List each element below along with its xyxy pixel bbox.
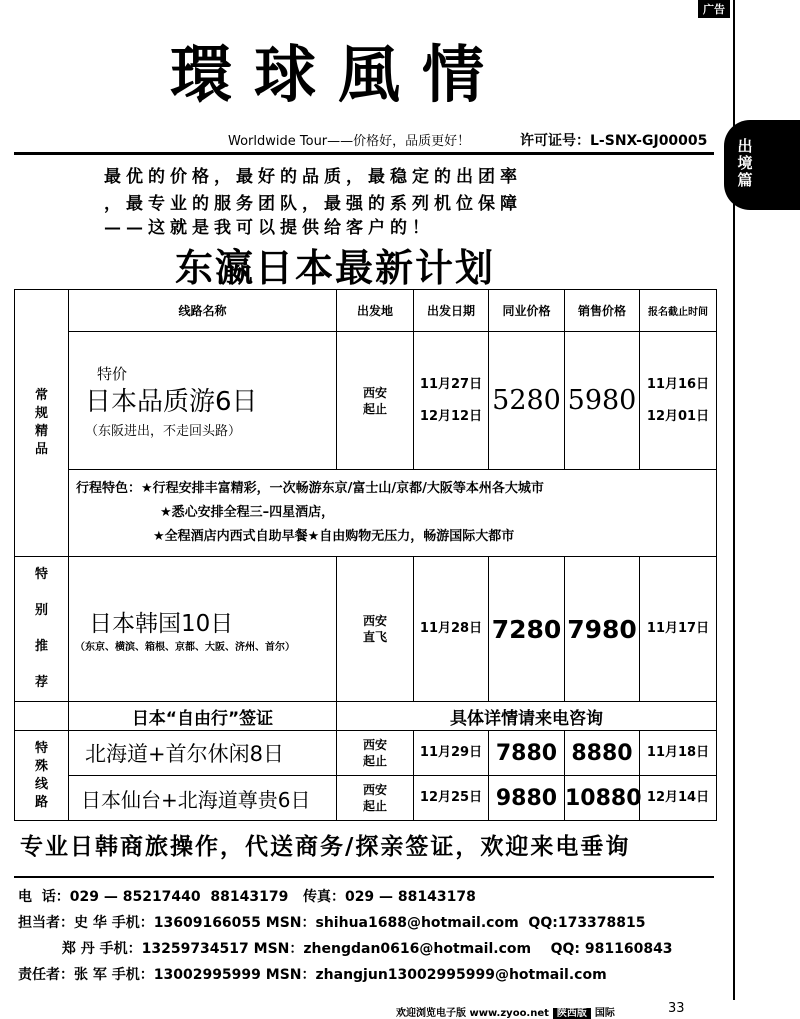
feature-line: ★悉心安排全程三–四星酒店，	[160, 505, 335, 520]
footer-section: 国际	[594, 1008, 615, 1019]
sale-price: 10880	[565, 776, 640, 821]
header-departure: 出发地	[337, 290, 414, 332]
services-line: 专业日韩商旅操作，代送商务/探亲签证，欢迎来电垂询	[20, 834, 631, 860]
departure: 西安 起止	[337, 731, 414, 776]
deadline: 12月14日	[640, 776, 717, 821]
sale-price: 7980	[565, 557, 640, 702]
itinerary-features	[69, 470, 717, 557]
contact-phone: 电 话：029 — 85217440 88143179 传真：029 — 88143178	[18, 889, 476, 905]
trade-price: 7880	[489, 731, 565, 776]
category-special: 特殊线路	[15, 731, 69, 821]
header-deadline: 报名截止时间	[640, 290, 717, 332]
route-name: 日本仙台+北海道尊贵6日	[69, 776, 337, 821]
contact-rule	[14, 876, 714, 878]
slogan-line-2: ，最专业的服务团队，最强的系列机位保障	[104, 194, 522, 214]
footer	[396, 1004, 615, 1019]
tagline: Worldwide Tour——价格好，品质更好！	[228, 134, 471, 149]
sale-price: 8880	[565, 731, 640, 776]
slogan-line-3: ——这就是我可以提供给客户的！	[104, 218, 434, 238]
sale-price: 5980	[565, 332, 640, 470]
route-cell	[69, 332, 337, 470]
tour-table	[14, 289, 717, 821]
feature-line: 行程特色：★行程安排丰富精彩，一次畅游东京/富士山/京都/大阪等本州各大城市	[76, 481, 544, 496]
departure-dates: 11月27日 12月12日	[414, 332, 489, 470]
header-trade-price: 同业价格	[489, 290, 565, 332]
deadline: 11月18日	[640, 731, 717, 776]
trade-price: 7280	[489, 557, 565, 702]
page-number: 33	[668, 1001, 685, 1016]
category-regular: 常规精品	[15, 290, 69, 557]
departure-date: 11月28日	[414, 557, 489, 702]
feature-line: ★全程酒店内西式自助早餐★自由购物无压力，畅游国际大都市	[153, 529, 515, 544]
departure: 西安 直飞	[337, 557, 414, 702]
route-name: 日本韩国10日	[89, 611, 234, 637]
deadline: 11月16日 12月01日	[640, 332, 717, 470]
header-route: 线路名称	[69, 290, 337, 332]
departure-date: 11月29日	[414, 731, 489, 776]
route-name: 北海道+首尔休闲8日	[69, 731, 337, 776]
route-cell	[69, 557, 337, 702]
deadline: 11月17日	[640, 557, 717, 702]
header-sale-price: 销售价格	[565, 290, 640, 332]
category-recommend: 特别推荐	[15, 557, 69, 702]
headline: 东瀛日本最新计划	[175, 246, 496, 290]
special-price-tag: 特价	[97, 364, 128, 383]
brand-logo: 環球風情	[170, 38, 507, 111]
visa-label: 日本“自由行”签证	[69, 702, 337, 731]
header-rule	[14, 152, 714, 155]
ad-label: 广告	[698, 0, 730, 18]
departure: 西安 起止	[337, 332, 414, 470]
contact-person: 担当者：史 华 手机：13609166055 MSN：shihua1688@hotmail.com QQ:173378815	[18, 915, 646, 931]
departure: 西安 起止	[337, 776, 414, 821]
trade-price: 9880	[489, 776, 565, 821]
route-name: 日本品质游6日	[85, 386, 258, 417]
footer-welcome: 欢迎浏览电子版 www.zyoo.net	[396, 1008, 549, 1019]
footer-publication: 陕西版	[553, 1008, 591, 1019]
trade-price: 5280	[489, 332, 565, 470]
contact-responsible: 责任者：张 军 手机：13002995999 MSN：zhangjun13002995999@hotmail.com	[18, 967, 607, 983]
route-note: （东阪进出，不走回头路）	[85, 423, 242, 439]
departure-date: 12月25日	[414, 776, 489, 821]
visa-note: 具体详情请来电咨询	[337, 702, 717, 731]
section-tab-label: 出境篇	[737, 137, 753, 189]
route-note: （东京、横滨、箱根、京都、大阪、济州、首尔）	[75, 642, 295, 653]
contact-person: 郑 丹 手机：13259734517 MSN：zhengdan0616@hotmail.com QQ: 981160843	[18, 941, 673, 957]
section-tab	[724, 120, 800, 210]
slogan-line-1: 最优的价格，最好的品质，最稳定的出团率	[104, 167, 522, 187]
license-number: 许可证号：L-SNX-GJ00005	[520, 133, 708, 149]
header-date: 出发日期	[414, 290, 489, 332]
